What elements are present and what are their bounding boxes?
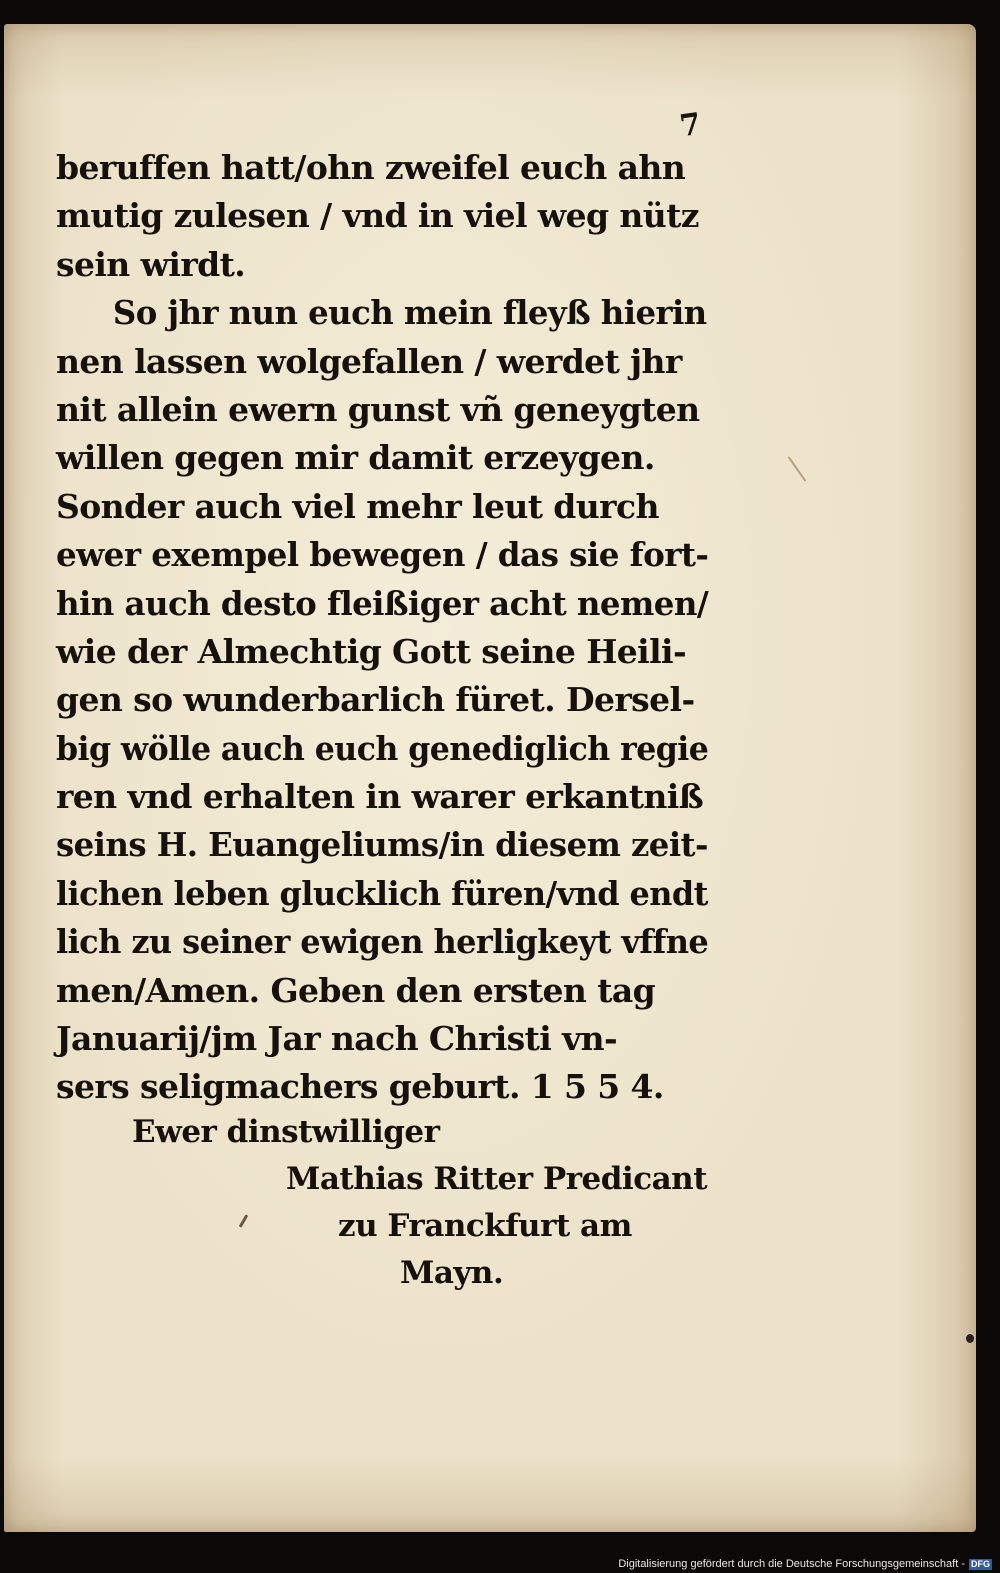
text-line: mutig zulesen / vnd in viel weg nütz bbox=[56, 196, 699, 236]
book-page bbox=[4, 24, 976, 1532]
text-line: sers seligmachers geburt. 1 5 5 4. bbox=[56, 1067, 664, 1107]
ink-speck bbox=[966, 1334, 974, 1343]
text-line: ewer exempel bewegen / das sie fort- bbox=[56, 535, 709, 575]
signature-closing: Ewer dinstwilliger bbox=[132, 1114, 440, 1150]
text-line: seins H. Euangeliums/in diesem zeit- bbox=[56, 825, 708, 865]
text-line: Januarij/jm Jar nach Christi vn- bbox=[56, 1019, 618, 1059]
signature-place: zu Franckfurt am bbox=[338, 1208, 632, 1244]
text-line: wie der Almechtig Gott seine Heili- bbox=[56, 631, 687, 671]
signature-place-end: Mayn. bbox=[400, 1255, 504, 1291]
paper-mark bbox=[239, 1214, 249, 1228]
text-line: willen gegen mir damit erzeygen. bbox=[56, 438, 655, 478]
page-number: 7 bbox=[677, 106, 704, 145]
dfg-logo: DFG bbox=[971, 1558, 990, 1569]
text-line: lichen leben glucklich füren/vnd endt bbox=[56, 873, 708, 913]
text-line: big wölle auch euch genediglich regie bbox=[56, 728, 709, 768]
text-line: sein wirdt. bbox=[56, 244, 246, 284]
text-line: So jhr nun euch mein fleyß hierin bbox=[112, 293, 707, 333]
text-line: nit allein ewern gunst vñ geneygten bbox=[56, 389, 700, 429]
body-text bbox=[56, 144, 716, 1112]
paper-mark bbox=[788, 456, 807, 482]
text-line: beruffen hatt/ohn zweifel euch ahn bbox=[56, 148, 686, 187]
text-line: ren vnd erhalten in warer erkantniß bbox=[56, 777, 704, 817]
digitization-credit bbox=[618, 1558, 992, 1570]
signature-name: Mathias Ritter Predicant bbox=[286, 1161, 708, 1197]
text-line: Sonder auch viel mehr leut durch bbox=[56, 486, 659, 526]
text-line: lich zu seiner ewigen herligkeyt vffne bbox=[56, 922, 709, 962]
text-line: men/Amen. Geben den ersten tag bbox=[56, 970, 656, 1010]
text-line: hin auch desto fleißiger acht nemen/ bbox=[56, 583, 709, 623]
text-line: nen lassen wolgefallen / werdet jhr bbox=[56, 341, 682, 381]
text-line: gen so wunderbarlich füret. Dersel- bbox=[56, 680, 695, 720]
credit-text: Digitalisierung gefördert durch die Deutsche Forschungsgemeinschaft - bbox=[618, 1558, 965, 1570]
